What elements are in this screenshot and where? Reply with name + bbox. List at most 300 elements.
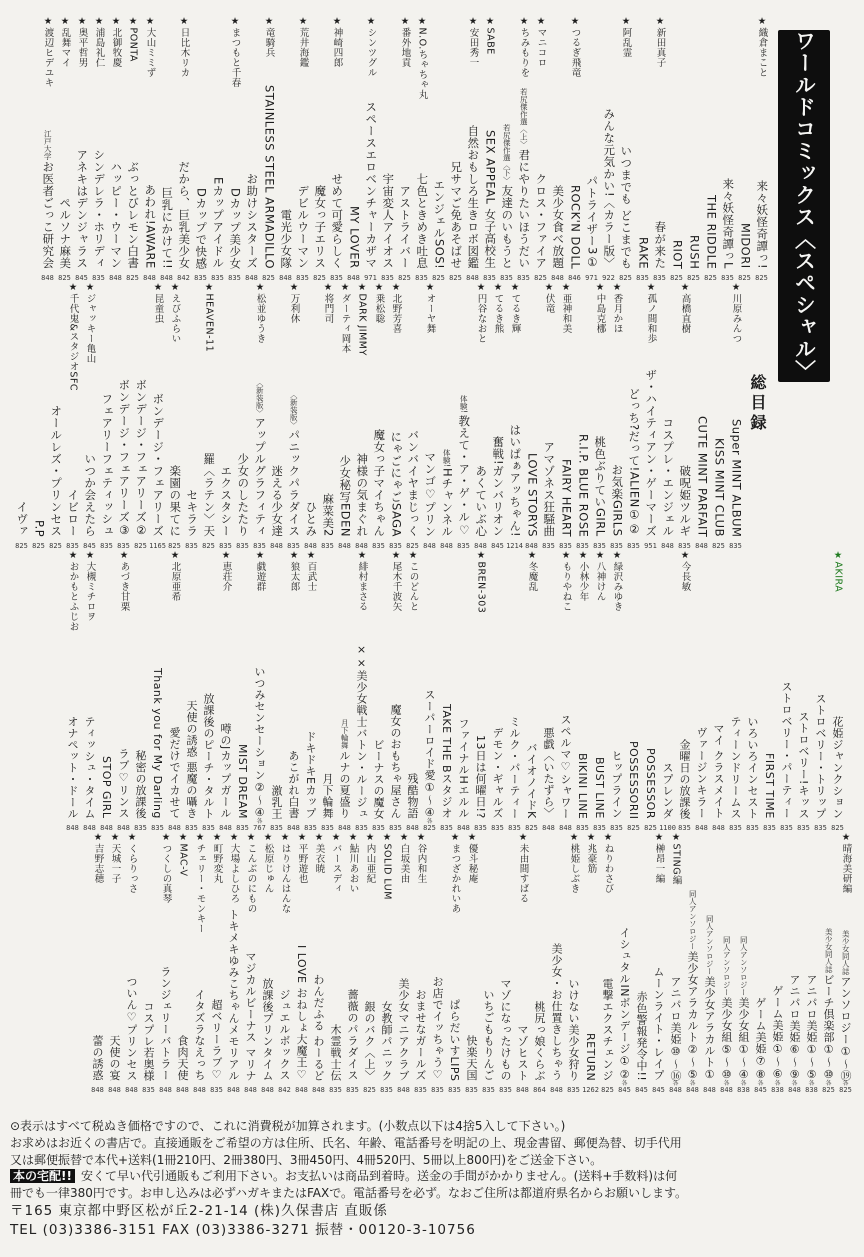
author-group: [634, 16, 668, 282]
catalog-entry: [642, 282, 659, 550]
catalog-entry: [209, 16, 226, 282]
price: 835: [508, 824, 521, 832]
price: 848: [457, 824, 470, 832]
book-title: BIKINI LINE: [576, 752, 589, 819]
catalog-entry: [115, 282, 132, 550]
book-title: 噂のJカップガール: [219, 723, 232, 819]
price: 848: [550, 1086, 563, 1094]
author-name: ★万利休: [288, 282, 300, 324]
book-title: おませなガールズ: [414, 989, 427, 1081]
author-group: [370, 282, 387, 550]
price: 各 838: [805, 1080, 818, 1094]
author-name: ★ねりわさび: [602, 832, 614, 894]
price: 835: [491, 824, 504, 832]
author-group: [225, 832, 242, 1094]
book-title: あこがれ白書: [287, 750, 300, 819]
price: 835: [653, 274, 666, 282]
catalog-entry: [489, 550, 506, 832]
catalog-entry: [268, 550, 285, 832]
catalog-entry: [685, 16, 702, 282]
author-group: [370, 550, 404, 832]
price: 各 848: [686, 1080, 699, 1094]
price: 835: [780, 824, 793, 832]
catalog-entry: [489, 282, 506, 550]
price: 835: [389, 542, 402, 550]
author-name: ★将門司: [322, 282, 334, 324]
catalog-entry: [591, 282, 608, 550]
catalog-entry: [183, 282, 200, 550]
catalog-entry: [106, 832, 123, 1094]
each-mark: 各: [723, 1080, 730, 1087]
book-title: 自然おもしろ生きロボ図鑑: [466, 125, 481, 269]
author-name: ★てるき輝: [509, 282, 521, 334]
author-group: [608, 282, 625, 550]
catalog-entry: [328, 16, 345, 282]
author-group: [625, 550, 693, 832]
author-group: [81, 550, 98, 832]
each-mark: 各: [842, 1080, 849, 1087]
price: 825: [313, 274, 326, 282]
author-group: [98, 550, 132, 832]
price: 835: [329, 1086, 342, 1094]
price: 835: [270, 824, 283, 832]
author-name: ★DARK JIMMY: [356, 282, 368, 356]
price: 825: [58, 274, 71, 282]
price: 848: [287, 824, 300, 832]
book-title: アニパロ美姫①〜⑤: [805, 973, 818, 1081]
book-title: スペースエロベンチャーカザマ: [364, 101, 379, 269]
catalog-entry: [497, 832, 514, 1094]
book-title: 美少女アラカルト②〜⑤: [686, 950, 699, 1081]
book-title: MY LOVER: [347, 206, 362, 269]
catalog-entry: [311, 16, 328, 282]
author-group: [667, 832, 684, 1094]
price: 848: [261, 1086, 274, 1094]
catalog-entry: [200, 282, 217, 550]
price: 848: [193, 1086, 206, 1094]
catalog-entry: [463, 832, 480, 1094]
title-prefix: 体験!: [459, 395, 469, 414]
catalog-entry: [353, 550, 370, 832]
author-name: ★安田秀一: [467, 16, 479, 68]
catalog-entry: [753, 16, 770, 282]
price: 835: [372, 824, 385, 832]
book-title: 天使の宴: [108, 1035, 121, 1081]
price: 835: [117, 542, 130, 550]
catalog-entry: [336, 550, 353, 832]
book-title: オナペット・ドール: [66, 715, 79, 819]
author-group: [345, 16, 379, 282]
title-prefix: 月下輪舞: [340, 719, 350, 749]
catalog-entry: [617, 16, 634, 282]
book-title: 薔薇のパラダイス: [346, 989, 359, 1081]
title-prefix: 同人アンソロジー: [688, 889, 698, 950]
author-name: ★くらりっさ: [126, 832, 138, 894]
price: 825: [704, 274, 717, 282]
catalog-entry: [149, 282, 166, 550]
catalog-entry: [421, 282, 438, 550]
author-name: ★孤ノ間和歩: [645, 282, 657, 344]
each-mark: 各: [621, 1080, 628, 1087]
catalog-entry: [294, 16, 311, 282]
price: 825: [627, 824, 640, 832]
author-group: [693, 550, 846, 832]
ordering-info: [10, 1118, 858, 1240]
catalog-entry: [379, 16, 396, 282]
book-title: ゲーム美姫①〜⑥: [771, 985, 784, 1081]
price: 825: [32, 542, 45, 550]
author-name: ★優斗秘庵: [466, 832, 478, 884]
price: 845: [75, 274, 88, 282]
book-title: KISS MINT CLUB: [712, 438, 727, 537]
price: 845: [635, 1086, 648, 1094]
book-title: 七色ときめき吐息: [415, 173, 430, 269]
catalog-entry: [174, 832, 191, 1094]
catalog-entry: [438, 550, 455, 832]
price: 848: [355, 542, 368, 550]
author-name: ★町野変丸: [211, 832, 223, 884]
author-name: ★松原じゅん: [262, 832, 274, 894]
catalog-entry: [378, 832, 395, 1094]
author-group: [183, 550, 234, 832]
author-name: ★SOLID LUM: [381, 832, 393, 900]
catalog-entry: [642, 550, 659, 832]
author-group: [98, 282, 166, 550]
price: 848: [279, 274, 292, 282]
book-title: BUST LINE: [593, 757, 606, 819]
price: 848: [117, 824, 130, 832]
book-title: お気楽GIRLS: [610, 464, 625, 537]
catalog-entry: [166, 282, 183, 550]
price: 835: [380, 1086, 393, 1094]
price: 1100: [659, 824, 676, 832]
price: 835: [678, 824, 691, 832]
author-group: [480, 832, 531, 1094]
book-title: 楽園の果てに: [168, 465, 183, 537]
author-group: [531, 832, 582, 1094]
book-title: ストロベリー!キッス: [797, 710, 810, 819]
each-mark: 各: [426, 818, 433, 825]
author-group: [217, 282, 268, 550]
ordering-info-line: ⊙表示はすべて税ぬき価格ですので、これに消費税が加算されます。(小数点以下は4捨5入して下さい。): [10, 1119, 566, 1133]
book-title: ペルソナ麻美: [58, 197, 73, 269]
author-name: ★今長敏: [679, 550, 691, 592]
price: 848: [125, 1086, 138, 1094]
book-title: 赤色警報発令中!!: [635, 990, 648, 1081]
price: 845: [491, 542, 504, 550]
price: 835: [202, 824, 215, 832]
catalog-entry: [362, 16, 379, 282]
catalog-entry: [175, 16, 192, 282]
author-group: [13, 282, 81, 550]
catalog-entry: [600, 16, 617, 282]
catalog-entry: [47, 282, 64, 550]
book-title: コスプレ若奥様: [142, 1000, 155, 1081]
catalog-entry: [285, 282, 302, 550]
author-group: [387, 282, 404, 550]
book-title: 愛だけでイカせて: [168, 727, 181, 819]
author-group: [158, 16, 192, 282]
price: 848: [227, 1086, 240, 1094]
author-name: ★平野遊也: [296, 832, 308, 884]
book-title: Hチャンネル: [440, 467, 455, 537]
catalog-entry: [837, 832, 854, 1094]
book-title: わんだふる わーるど: [312, 973, 325, 1081]
book-title: ヒップライン: [610, 750, 623, 819]
book-title: 電撃エクスチェンジ: [601, 977, 614, 1081]
book-title: 悪戯〈いたずら〉: [542, 727, 555, 819]
catalog-entry: [251, 282, 268, 550]
price: 835: [636, 274, 649, 282]
ordering-info-line: お求めはお近くの書店で。直接通販をご希望の方は住所、氏名、年齢、電話番号を明記の上、現金書留、郵便為替、切手代用: [10, 1135, 682, 1150]
price: 835: [346, 1086, 359, 1094]
price: 845: [83, 542, 96, 550]
catalog-entry: [191, 832, 208, 1094]
book-title: せめて可愛らしく: [330, 173, 345, 269]
book-title: アニパロ美姫⑥〜⑨: [788, 973, 801, 1081]
price: 848: [91, 1086, 104, 1094]
author-group: [56, 16, 73, 282]
price: 848: [168, 824, 181, 832]
author-name: ★松並ゆうき: [254, 282, 266, 344]
author-group: [616, 832, 667, 1094]
price: 848: [304, 542, 317, 550]
book-title: STAINLESS STEEL ARMADILLO: [262, 85, 277, 269]
catalog-entry: [387, 550, 404, 832]
author-group: [259, 832, 276, 1094]
price: 835: [142, 1086, 155, 1094]
catalog-entry: [616, 832, 633, 1094]
price: 848: [661, 542, 674, 550]
price: 848: [695, 542, 708, 550]
catalog-entry: [710, 550, 727, 832]
book-title: Dカップで快感: [194, 187, 209, 269]
price: 835: [414, 1086, 427, 1094]
book-title: トキメキゆみこちゃんメモリアル: [227, 908, 240, 1081]
catalog-entry: [89, 832, 106, 1094]
title-prefix: 若尻傑作選〈上〉: [519, 88, 529, 148]
price: 835: [559, 542, 572, 550]
author-name: ★昆童虫: [152, 282, 164, 324]
book-title: スペルマ♡シャワー: [559, 713, 572, 819]
book-title: パニックパラダイス: [287, 429, 302, 537]
book-title: コスプレ・エンジェル: [661, 417, 676, 537]
price: 848: [525, 542, 538, 550]
author-name: ★このどんと: [407, 550, 419, 612]
book-title: 食肉天使: [176, 1035, 189, 1081]
price: 835: [729, 542, 742, 550]
catalog-entry: [812, 550, 829, 832]
catalog-entry: [803, 832, 820, 1094]
author-group: [557, 282, 574, 550]
book-title: ムーンライト・レイプ: [652, 966, 665, 1081]
book-title: エクスタシー: [219, 465, 234, 537]
catalog-entry: [761, 550, 778, 832]
price: 各 848: [720, 1080, 733, 1094]
author-name: ★マニコロ: [535, 16, 547, 68]
title-prefix: 〈新装版〉: [255, 378, 265, 416]
book-title: P.P: [32, 519, 47, 537]
author-name: ★奥平哲男: [76, 16, 88, 68]
price: 848: [466, 274, 479, 282]
catalog-entry: [259, 832, 276, 1094]
book-title: ラブ♡リンス: [117, 748, 130, 819]
price: 825: [738, 274, 751, 282]
author-group: [319, 550, 370, 832]
author-name: ★美衣暁: [313, 832, 325, 874]
author-name: ★シンツグル: [365, 16, 377, 78]
book-title: CUTE MINT PARFAIT: [695, 415, 710, 537]
price: 848: [244, 1086, 257, 1094]
author-name: ★吉野志穂: [92, 832, 104, 884]
book-title: ひとみ: [304, 501, 319, 537]
price: 835: [482, 1086, 495, 1094]
price: 825: [755, 274, 768, 282]
price: 825: [49, 542, 62, 550]
author-name: ★神崎四郎: [331, 16, 343, 68]
catalog-entry: [633, 832, 650, 1094]
author-name: ★兆豪筋: [585, 832, 597, 874]
price: 835: [389, 824, 402, 832]
author-group: [234, 550, 268, 832]
catalog-entry: [676, 282, 693, 550]
catalog-entry: [260, 16, 277, 282]
book-title: お助けシスターズ: [245, 173, 260, 269]
price: 848: [397, 1086, 410, 1094]
book-title: イシュタルINボンデージ①②: [618, 926, 631, 1081]
author-group: [404, 282, 438, 550]
author-group: [574, 282, 608, 550]
book-title: Super MINT ALBUM: [729, 418, 744, 537]
book-title: 美少女食べ放題: [551, 185, 566, 269]
author-name: ★AKIRA: [832, 550, 844, 593]
title-prefix: 同人アンソロジー: [722, 935, 732, 996]
book-title: 月下輪舞: [321, 773, 334, 819]
price: 825: [406, 542, 419, 550]
price: 各 825: [423, 818, 436, 832]
price: 各 767: [253, 818, 266, 832]
book-title: 美少女アラカルト①: [703, 975, 716, 1081]
price: 848: [100, 824, 113, 832]
catalog-entry: [455, 282, 472, 550]
author-name: ★荒井海鑑: [297, 16, 309, 68]
catalog-entry: [30, 282, 47, 550]
book-title: ボンデージ・フェアリーズ: [151, 393, 166, 537]
book-title: POSSESSORII: [627, 740, 640, 819]
price: 848: [551, 274, 564, 282]
book-title: 少女のしたたり: [236, 453, 251, 537]
catalog-entry: [98, 550, 115, 832]
price: 1214: [506, 542, 523, 550]
catalog-entry: [693, 282, 710, 550]
author-group: [327, 832, 344, 1094]
catalog-entry: [166, 550, 183, 832]
book-title: みんな元気かい!〈カラー版〉: [602, 107, 617, 269]
price: 848: [295, 1086, 308, 1094]
author-group: [353, 282, 370, 550]
author-name: ★伏竜: [543, 282, 555, 314]
price: 835: [219, 542, 232, 550]
author-name: ★高橋直樹: [679, 282, 691, 334]
catalog-entry: [455, 550, 472, 832]
catalog-entry: [225, 832, 242, 1094]
author-group: [106, 832, 123, 1094]
catalog-entry: [701, 832, 718, 1094]
price: 848: [270, 542, 283, 550]
author-name: ★BREN-303: [475, 550, 487, 614]
catalog-entry: [81, 282, 98, 550]
ordering-info-line: 又は郵便振替で本代+送料(1冊210円、2冊380円、3冊450円、4冊520円、5冊以上800円)をご送金下さい。: [10, 1152, 603, 1167]
author-group: [276, 832, 293, 1094]
book-title: 秘密の放課後: [134, 750, 147, 819]
author-group: [379, 16, 413, 282]
book-title: 放課後のピーチ・タルト: [202, 692, 215, 819]
price: 835: [500, 274, 513, 282]
catalog-entry: [268, 282, 285, 550]
catalog-entry: [353, 282, 370, 550]
catalog-entry: [532, 16, 549, 282]
catalog-entry: [684, 832, 701, 1094]
price: 848: [245, 274, 258, 282]
author-name: ★ちみもりを: [518, 16, 530, 78]
catalog-entry: [744, 282, 770, 550]
price: 835: [253, 542, 266, 550]
book-title: マンゴ♡プリン: [423, 450, 438, 537]
price: 835: [457, 542, 470, 550]
catalog-entry: [498, 16, 515, 282]
book-title: いろいろインセスト: [746, 715, 759, 819]
title-prefix: 美少女同人誌: [824, 927, 834, 973]
price: 835: [321, 542, 334, 550]
author-group: [90, 16, 107, 282]
catalog-entry: [464, 16, 481, 282]
catalog-entry: [710, 282, 727, 550]
author-name: ★戯遊群: [254, 550, 266, 592]
section-heading: [744, 282, 770, 550]
price: 835: [210, 1086, 223, 1094]
book-title: ジュエルボックス: [278, 989, 291, 1081]
author-group: [430, 16, 481, 282]
catalog-entry: [192, 16, 209, 282]
catalog-entry: [430, 16, 447, 282]
author-group: [302, 550, 319, 832]
price: 835: [151, 824, 164, 832]
author-name: ★オーヤ舞: [424, 282, 436, 334]
price: 835: [567, 1086, 580, 1094]
catalog-entry: [736, 16, 753, 282]
author-name: ★バースディ: [330, 832, 342, 894]
book-title: MIST DREAM: [236, 743, 249, 819]
price: 825: [670, 274, 683, 282]
book-title: 少女秘写EDEN: [338, 455, 353, 537]
catalog-band-4: [8, 832, 856, 1094]
price: 848: [695, 824, 708, 832]
catalog-entry: [583, 16, 600, 282]
catalog-entry: [480, 832, 497, 1094]
catalog-entry: [625, 282, 642, 550]
price: 835: [372, 542, 385, 550]
price: 848: [516, 1086, 529, 1094]
catalog-entry: [345, 16, 362, 282]
book-title: 美少女組①〜④: [737, 996, 750, 1081]
author-group: [523, 282, 557, 550]
author-group: [141, 16, 158, 282]
price: 835: [483, 274, 496, 282]
book-title: 奮戦!ガンバリオン: [491, 435, 506, 537]
catalog-entry: [625, 550, 642, 832]
book-title: ぱらだいすLIPS: [448, 998, 461, 1081]
author-name: ★北原亜希: [169, 550, 181, 602]
